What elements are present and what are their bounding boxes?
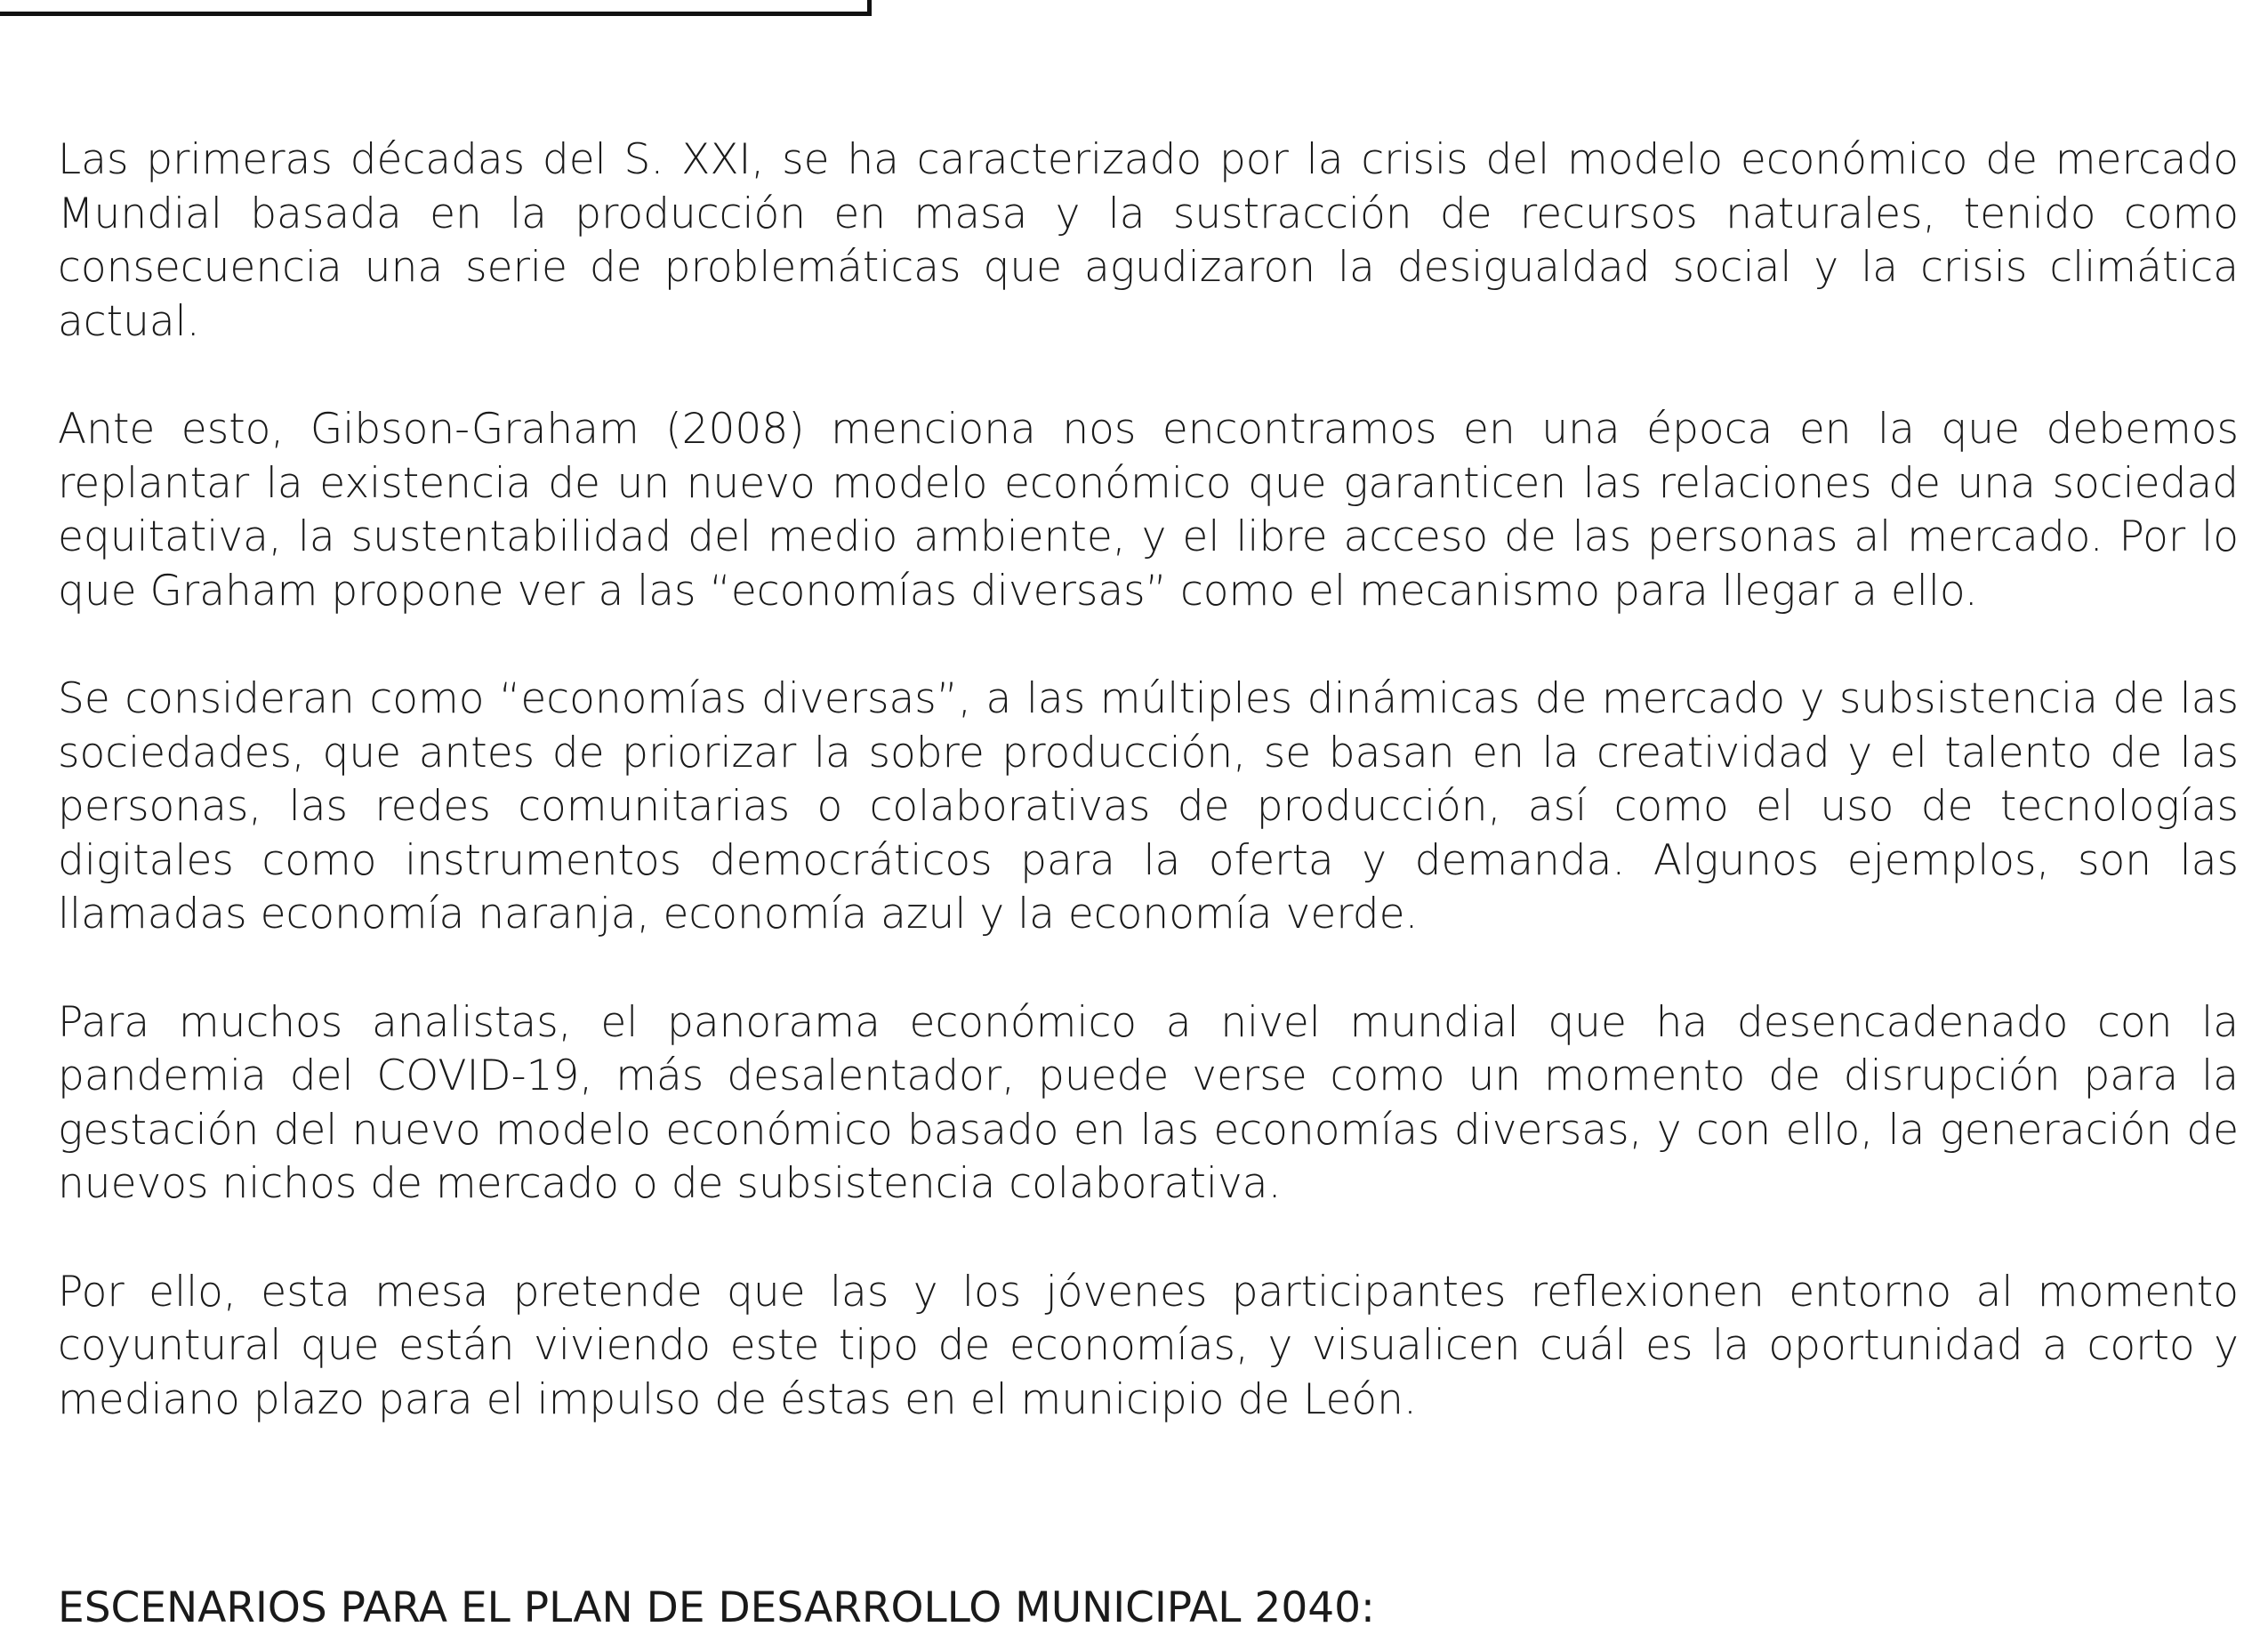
- paragraph-mesa-objetivo: Por ello, esta mesa pretende que las y los jóvenes participantes reflexionen entorno al momento coyuntural que están viviendo este tipo de economías, y visualicen cuál es la oportunidad a corto y mediano plazo para el impulso de éstas en el municipio de León.: [58, 1267, 2239, 1424]
- section-heading-escenarios: ESCENARIOS PARA EL PLAN DE DESARROLLO MUNICIPAL 2040:: [58, 1583, 1375, 1632]
- document-body: [58, 133, 2239, 1481]
- header-frame-box: [0, 0, 872, 16]
- paragraph-covid: Para muchos analistas, el panorama económico a nivel mundial que ha desencadenado con la pandemia del COVID-19, más desalentador, puede verse como un momento de disrupción para la gestación del nuevo modelo económico basado en las economías diversas, y con ello, la generación de nuevos nichos de mercado o de subsistencia colaborativa.: [58, 997, 2239, 1208]
- paragraph-crisis-modelo: Las primeras décadas del S. XXI, se ha caracterizado por la crisis del modelo económico de mercado Mundial basada en la producción en masa y la sustracción de recursos naturales, tenido como consecuencia una serie de problemáticas que agudizaron la desigualdad social y la crisis climática actual.: [58, 135, 2239, 346]
- paragraph-gibson-graham: Ante esto, Gibson-Graham (2008) menciona nos encontramos en una época en la que debemos replantar la existencia de un nuevo modelo económico que garanticen las relaciones de una sociedad equitativa, la sustentabilidad del medio ambiente, y el libre acceso de las personas al mercado. Por lo que Graham propone ver a las “economías diversas” como el mecanismo para llegar a ello.: [58, 405, 2239, 616]
- paragraph-economias-diversas: Se consideran como “economías diversas”, a las múltiples dinámicas de mercado y subsistencia de las sociedades, que antes de priorizar la sobre producción, se basan en la creatividad y el talento de las personas, las redes comunitarias o colaborativas de producción, así como el uso de tecnologías digitales como instrumentos democráticos para la oferta y demanda. Algunos ejemplos, son las llamadas economía naranja, economía azul y la economía verde.: [58, 674, 2239, 938]
